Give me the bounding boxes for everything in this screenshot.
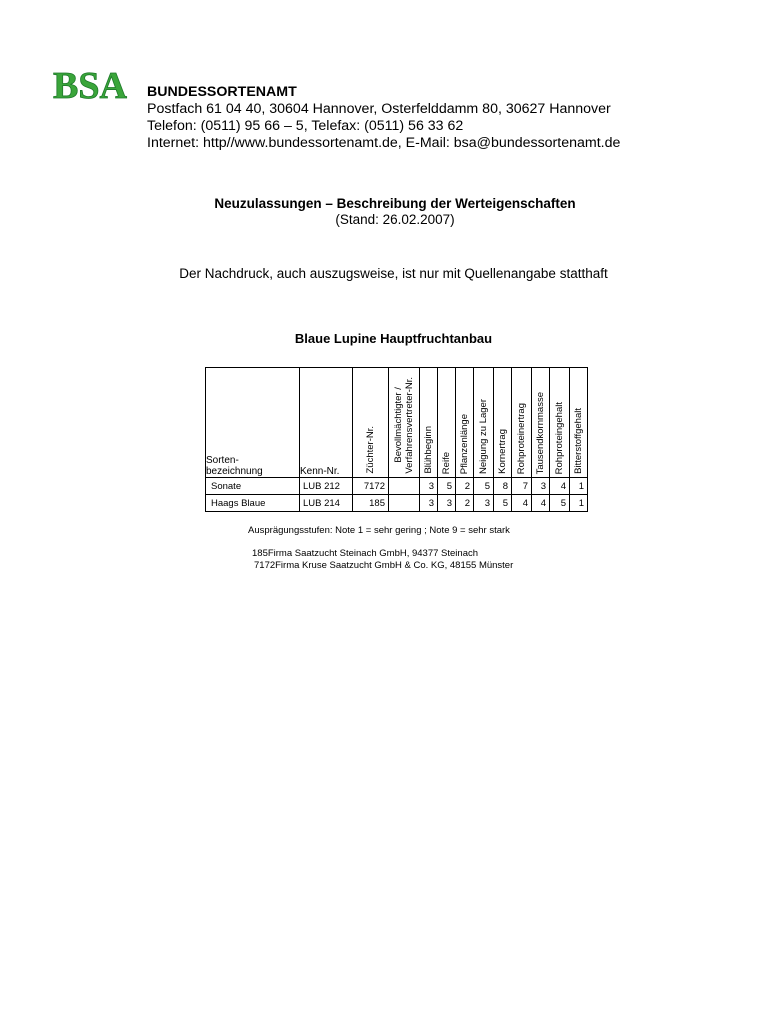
trait-value: 3 <box>420 478 438 495</box>
trait-label: Rohproteingehalt <box>554 401 565 474</box>
trait-label: Pflanzenlänge <box>459 413 470 474</box>
org-internet: Internet: http//www.bundessortenamt.de, E-Mail: bsa@bundessortenamt.de <box>147 135 621 151</box>
header-kenn: Kenn-Nr. <box>300 368 353 478</box>
trait-value: 5 <box>474 478 494 495</box>
letterhead <box>147 84 620 152</box>
trait-value: 8 <box>494 478 512 495</box>
trait-value: 3 <box>474 495 494 512</box>
trait-value: 4 <box>532 495 550 512</box>
table-title: Blaue Lupine Hauptfruchtanbau <box>294 331 493 346</box>
trait-value: 2 <box>456 495 474 512</box>
header-sortenbezeichnung <box>206 368 300 478</box>
header-bevoll-line1: Bevollmächtigter / <box>393 387 404 464</box>
trait-value: 4 <box>550 478 570 495</box>
header-trait <box>456 368 474 478</box>
bevoll-nr <box>389 478 420 495</box>
header-bevoll-line2: Verfahrensvertreter-Nr. <box>404 377 415 474</box>
trait-label: Reife <box>441 451 452 474</box>
trait-label: Blühbeginn <box>423 426 434 474</box>
org-name: BUNDESSORTENAMT <box>147 84 297 100</box>
header-trait <box>420 368 438 478</box>
trait-label: Neigung zu Lager <box>478 399 489 474</box>
reprint-notice: Der Nachdruck, auch auszugsweise, ist nur mit Quellenangabe statthaft <box>179 266 608 281</box>
footnote: 7172Firma Kruse Saatzucht GmbH & Co. KG, 48155 Münster <box>254 560 514 571</box>
legend-note: Ausprägungsstufen: Note 1 = sehr gering ; Note 9 = sehr stark <box>248 525 510 536</box>
trait-label: Tausendkornmasse <box>535 391 546 474</box>
variety-name: Haags Blaue <box>206 495 300 512</box>
table-row <box>206 495 588 512</box>
kenn-nr: LUB 212 <box>300 478 353 495</box>
header-trait <box>512 368 532 478</box>
trait-label: Rohproteinertrag <box>516 402 527 474</box>
trait-value: 4 <box>512 495 532 512</box>
header-bevoll-label <box>393 377 415 474</box>
bevoll-nr <box>389 495 420 512</box>
table-header-row <box>206 368 588 478</box>
zuechter-nr: 185 <box>353 495 389 512</box>
trait-value: 1 <box>570 478 588 495</box>
kenn-nr: LUB 214 <box>300 495 353 512</box>
table-row <box>206 478 588 495</box>
header-trait <box>532 368 550 478</box>
bsa-logo <box>52 62 134 102</box>
header-name-line1: Sorten- <box>206 455 239 466</box>
logo-text: BSA <box>53 65 127 102</box>
org-phone: Telefon: (0511) 95 66 – 5, Telefax: (0511) 56 33 62 <box>147 118 464 134</box>
header-trait <box>494 368 512 478</box>
header-name-line2: bezeichnung <box>206 466 263 477</box>
header-bevollmaechtigter <box>389 368 420 478</box>
title-main: Neuzulassungen – Beschreibung der Werteigenschaften <box>214 196 576 211</box>
trait-value: 3 <box>532 478 550 495</box>
trait-value: 5 <box>550 495 570 512</box>
trait-value: 1 <box>570 495 588 512</box>
document-title <box>0 196 770 228</box>
title-stand: (Stand: 26.02.2007) <box>335 212 455 227</box>
header-zuechter <box>353 368 389 478</box>
trait-value: 3 <box>438 495 456 512</box>
trait-label: Bitterstoffgehalt <box>573 408 584 474</box>
header-trait <box>438 368 456 478</box>
org-address: Postfach 61 04 40, 30604 Hannover, Osterfelddamm 80, 30627 Hannover <box>147 101 611 117</box>
trait-value: 7 <box>512 478 532 495</box>
trait-value: 2 <box>456 478 474 495</box>
trait-value: 5 <box>494 495 512 512</box>
trait-value: 3 <box>420 495 438 512</box>
trait-value: 5 <box>438 478 456 495</box>
header-trait <box>550 368 570 478</box>
footnote: 185Firma Saatzucht Steinach GmbH, 94377 Steinach <box>252 548 479 559</box>
variety-name: Sonate <box>206 478 300 495</box>
trait-label: Kornertrag <box>497 429 508 474</box>
header-trait <box>570 368 588 478</box>
zuechter-nr: 7172 <box>353 478 389 495</box>
header-trait <box>474 368 494 478</box>
variety-table <box>205 367 588 512</box>
header-zuechter-label: Züchter-Nr. <box>365 426 376 474</box>
